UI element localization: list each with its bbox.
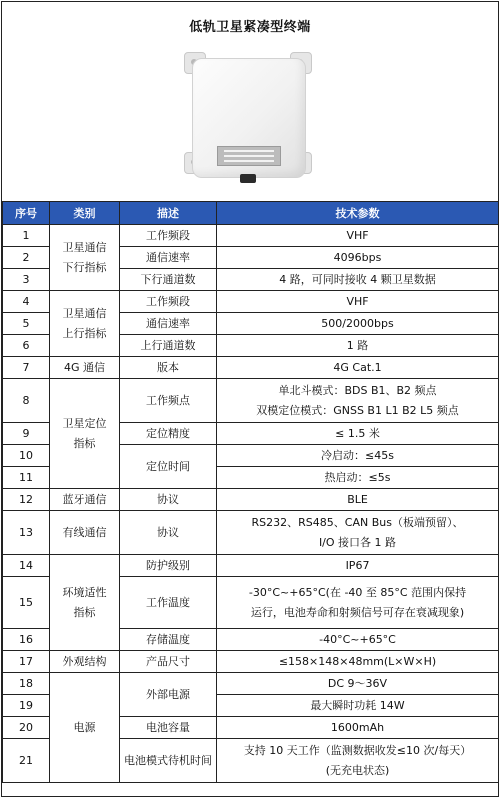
parameter-cell: -30°C~+65°C(在 -40 至 85°C 范围内保持 运行，电池寿命和射频信号可存在衰减现象) [217, 577, 499, 629]
parameter-cell: BLE [217, 489, 499, 511]
description-cell: 协议 [120, 511, 217, 555]
table-row [3, 651, 499, 673]
description-cell: 外部电源 [120, 673, 217, 717]
category-cell: 卫星通信 上行指标 [50, 291, 120, 357]
parameter-cell: ≤158×148×48mm(L×W×H) [217, 651, 499, 673]
description-cell: 工作温度 [120, 577, 217, 629]
table-row [3, 291, 499, 313]
row-number: 11 [3, 467, 50, 489]
description-cell: 协议 [120, 489, 217, 511]
description-cell: 通信速率 [120, 313, 217, 335]
row-number: 5 [3, 313, 50, 335]
row-number: 12 [3, 489, 50, 511]
description-cell: 电池容量 [120, 717, 217, 739]
row-number: 15 [3, 577, 50, 629]
parameter-cell: 1 路 [217, 335, 499, 357]
terminal-device-image [182, 50, 314, 186]
parameter-cell: IP67 [217, 555, 499, 577]
row-number: 10 [3, 445, 50, 467]
row-number: 6 [3, 335, 50, 357]
document-title: 低轨卫星紧凑型终端 [189, 20, 311, 35]
header-parameter: 技术参数 [217, 202, 499, 225]
row-number: 4 [3, 291, 50, 313]
table-row [3, 225, 499, 247]
description-cell: 存储温度 [120, 629, 217, 651]
title-block [2, 2, 498, 202]
description-cell: 防护级别 [120, 555, 217, 577]
row-number: 20 [3, 717, 50, 739]
parameter-cell: 1600mAh [217, 717, 499, 739]
category-cell: 环境适性 指标 [50, 555, 120, 651]
row-number: 17 [3, 651, 50, 673]
table-row [3, 511, 499, 555]
row-number: 21 [3, 739, 50, 783]
parameter-cell: 单北斗模式：BDS B1、B2 频点 双模定位模式：GNSS B1 L1 B2 L5 频点 [217, 379, 499, 423]
parameter-cell: 500/2000bps [217, 313, 499, 335]
description-cell: 产品尺寸 [120, 651, 217, 673]
row-number: 13 [3, 511, 50, 555]
parameter-cell: ≤ 1.5 米 [217, 423, 499, 445]
description-cell: 定位时间 [120, 445, 217, 489]
header-no: 序号 [3, 202, 50, 225]
category-cell: 蓝牙通信 [50, 489, 120, 511]
description-cell: 上行通道数 [120, 335, 217, 357]
row-number: 1 [3, 225, 50, 247]
row-number: 14 [3, 555, 50, 577]
parameter-cell: VHF [217, 291, 499, 313]
row-number: 8 [3, 379, 50, 423]
description-cell: 电池模式待机时间 [120, 739, 217, 783]
table-row [3, 673, 499, 695]
spec-sheet [1, 1, 499, 797]
category-cell: 4G 通信 [50, 357, 120, 379]
description-cell: 工作频点 [120, 379, 217, 423]
description-cell: 版本 [120, 357, 217, 379]
parameter-cell: 4096bps [217, 247, 499, 269]
table-row [3, 555, 499, 577]
description-cell: 定位精度 [120, 423, 217, 445]
description-cell: 通信速率 [120, 247, 217, 269]
category-cell: 有线通信 [50, 511, 120, 555]
description-cell: 工作频段 [120, 225, 217, 247]
parameter-cell: -40°C~+65°C [217, 629, 499, 651]
device-connector [240, 174, 256, 183]
header-description: 描述 [120, 202, 217, 225]
table-header-row [3, 202, 499, 225]
row-number: 3 [3, 269, 50, 291]
parameter-cell: 冷启动：≤45s [217, 445, 499, 467]
parameter-cell: 支持 10 天工作（监测数据收发≤10 次/每天） (无充电状态) [217, 739, 499, 783]
category-cell: 电源 [50, 673, 120, 783]
row-number: 9 [3, 423, 50, 445]
description-cell: 下行通道数 [120, 269, 217, 291]
header-category: 类别 [50, 202, 120, 225]
parameter-cell: DC 9～36V [217, 673, 499, 695]
category-cell: 外观结构 [50, 651, 120, 673]
parameter-cell: 4 路，可同时接收 4 颗卫星数据 [217, 269, 499, 291]
category-cell: 卫星通信 下行指标 [50, 225, 120, 291]
row-number: 19 [3, 695, 50, 717]
parameter-cell: 热启动：≤5s [217, 467, 499, 489]
category-cell: 卫星定位 指标 [50, 379, 120, 489]
parameter-cell: 最大瞬时功耗 14W [217, 695, 499, 717]
spec-table [2, 201, 499, 783]
row-number: 18 [3, 673, 50, 695]
device-nameplate [217, 146, 281, 166]
parameter-cell: VHF [217, 225, 499, 247]
parameter-cell: RS232、RS485、CAN Bus（板端预留）、 I/O 接口各 1 路 [217, 511, 499, 555]
parameter-cell: 4G Cat.1 [217, 357, 499, 379]
row-number: 7 [3, 357, 50, 379]
table-row [3, 357, 499, 379]
table-row [3, 489, 499, 511]
row-number: 2 [3, 247, 50, 269]
description-cell: 工作频段 [120, 291, 217, 313]
row-number: 16 [3, 629, 50, 651]
table-row [3, 379, 499, 423]
